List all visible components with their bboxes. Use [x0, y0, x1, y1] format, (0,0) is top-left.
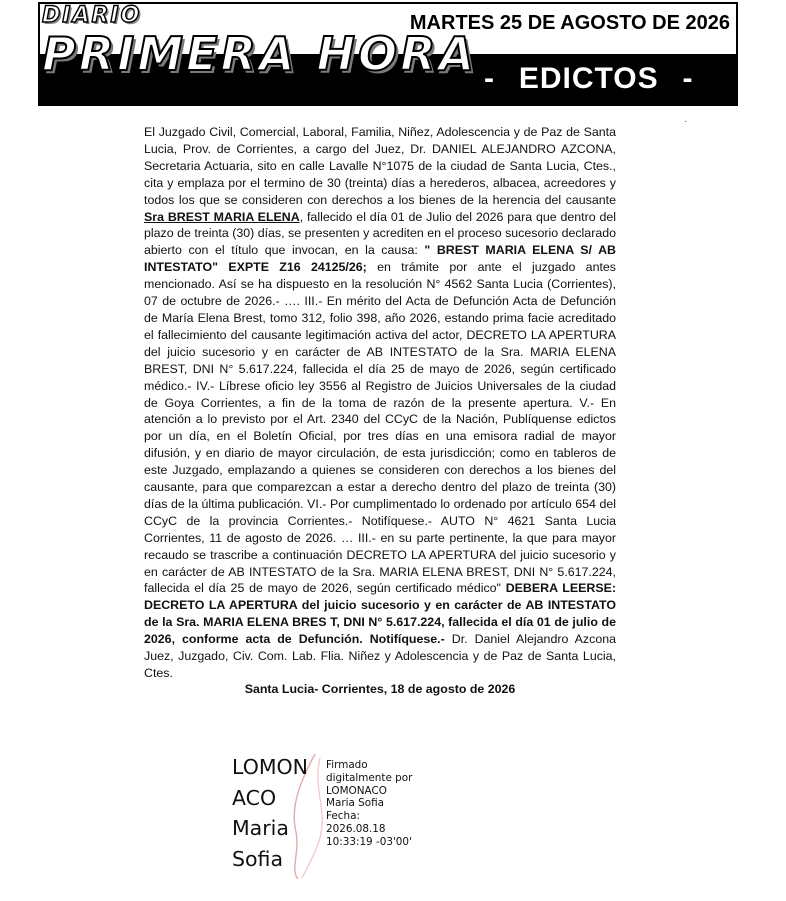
masthead-title: PRIMERA HORA	[42, 27, 478, 81]
signature-detail-line: 10:33:19 -03'00'	[326, 835, 412, 848]
signer-name-line: Sofia	[232, 846, 284, 871]
signature-details	[326, 759, 436, 849]
section-dash-left: -	[484, 62, 495, 95]
section-label: EDICTOS	[518, 62, 659, 95]
signer-name-line: ACO	[232, 785, 277, 810]
signature-detail-line: Fecha:	[326, 810, 360, 823]
masthead-small-title: DIARIO	[42, 3, 142, 28]
signature-detail-line: digitalmente por	[326, 771, 413, 784]
edict-segment: en trámite por ante el juzgado antes mencionado. Así se ha dispuesto en la resolución N° 4562 Santa Lucia (Corrientes), 07 de octubre de 2026.- …. III.- En mérito del Acta de Defunción Acta de Defunción de María Elena Brest, tomo 312, folio 398, año 2026, estando prima facie acreditado el fallecimiento del causante legitimación activa del actor, DECRETO LA APERTURA del juicio sucesorio y en carácter de AB INTESTATO de la Sra. MARIA ELENA BREST, DNI N° 5.617.224, fallecida el día 25 de mayo de 2026, según certificado médico.- IV.- Líbrese oficio ley 3556 al Registro de Juicios Universales de la ciudad de Goya Corrientes, a fin de la toma de razón de la presente apertura. V.- En atención a lo previsto por el Art. 2340 del CCyC de la Nación, Publíquense edictos por un día, en el Boletín Oficial, por tres días en una emisora radial de mayor difusión, y en diario de mayor circulación, de esta jurisdicción; como en tableros de este Juzgado, emplazando a quienes se consideren con derechos a los bienes del causante, para que comparezcan a estar a derecho dentro del plazo de treinta (30) días de la última publicación. VI.- Por cumplimentado lo ordenado por artículo 654 del CCyC de la provincia Corrientes.- Notifíquese.- AUTO N° 4621 Santa Lucia Corrientes, 11 de agosto de 2026. … III.- en su parte pertinente, la que para mayor recaudo se trascribe a continuación DECRETO LA APERTURA del juicio sucesorio y en carácter de AB INTESTATO de la Sra. MARIA ELENA BREST, DNI N° 5.617.224, fallecida el día 25 de mayo de 2026, según certificado médico"	[144, 260, 616, 596]
edict-paragraph	[144, 124, 616, 682]
signature-detail-line: Maria Sofia	[326, 797, 385, 810]
signature-detail-line: Firmado	[326, 759, 368, 771]
signer-name-line: LOMON	[232, 755, 308, 779]
deceased-name: Sra BREST MARIA ELENA	[144, 209, 300, 224]
edict-segment: Dr. Daniel Alejandro Azcona Juez, Juzgado, Civ. Com. Lab. Flia. Niñez y Adolescencia y de Paz de Santa Lucia, Ctes.	[144, 632, 616, 680]
section-dash-right: -	[682, 62, 694, 95]
issue-date: MARTES 25 DE AGOSTO DE 2026	[409, 12, 730, 34]
signature-detail-line: LOMONACO	[326, 784, 387, 797]
page-mark: ·	[684, 116, 688, 127]
digital-signature	[232, 752, 432, 882]
edict-segment: , fallecido el día 01 de Julio del 2026 para que dentro del plazo de treinta (30) días, se presenten y acrediten en el proceso sucesorio declarado abierto con el título que invocan, en la causa:	[144, 209, 616, 258]
signer-name-line: Maria	[232, 816, 289, 840]
case-title: " BREST MARIA ELENA S/ AB INTESTATO" EXPTE Z16 24125/26;	[144, 243, 617, 275]
place-and-date: Santa Lucia- Corrientes, 18 de agosto de 2026	[244, 682, 516, 696]
edict-segment: El Juzgado Civil, Comercial, Laboral, Familia, Niñez, Adolescencia y de Paz de Santa Lucia, Prov. de Corrientes, a cargo del Juez, Dr. DANIEL ALEJANDRO AZCONA, Secretaria Actuaria, sito en calle Lavalle N°1075 de la ciudad de Santa Lucia, Ctes., cita y emplaza por el termino de 30 (treinta) días a herederos, albacea, acreedores y todos los que se consideren con derechos a los bienes de la herencia del causante	[144, 125, 616, 207]
edict-text	[144, 124, 616, 682]
newspaper-header	[38, 2, 738, 106]
section-title	[470, 62, 709, 96]
correction-notice: DEBERA LEERSE: DECRETO LA APERTURA del juicio sucesorio y en carácter de AB INTESTATO de la Sra. MARIA ELENA BRES T, DNI N° 5.617.224, fallecida el día 01 de julio de 2026, conforme acta de Defunción. Notifíquese.-	[144, 581, 616, 647]
signer-name	[232, 752, 322, 874]
signature-detail-line: 2026.08.18	[326, 822, 386, 835]
